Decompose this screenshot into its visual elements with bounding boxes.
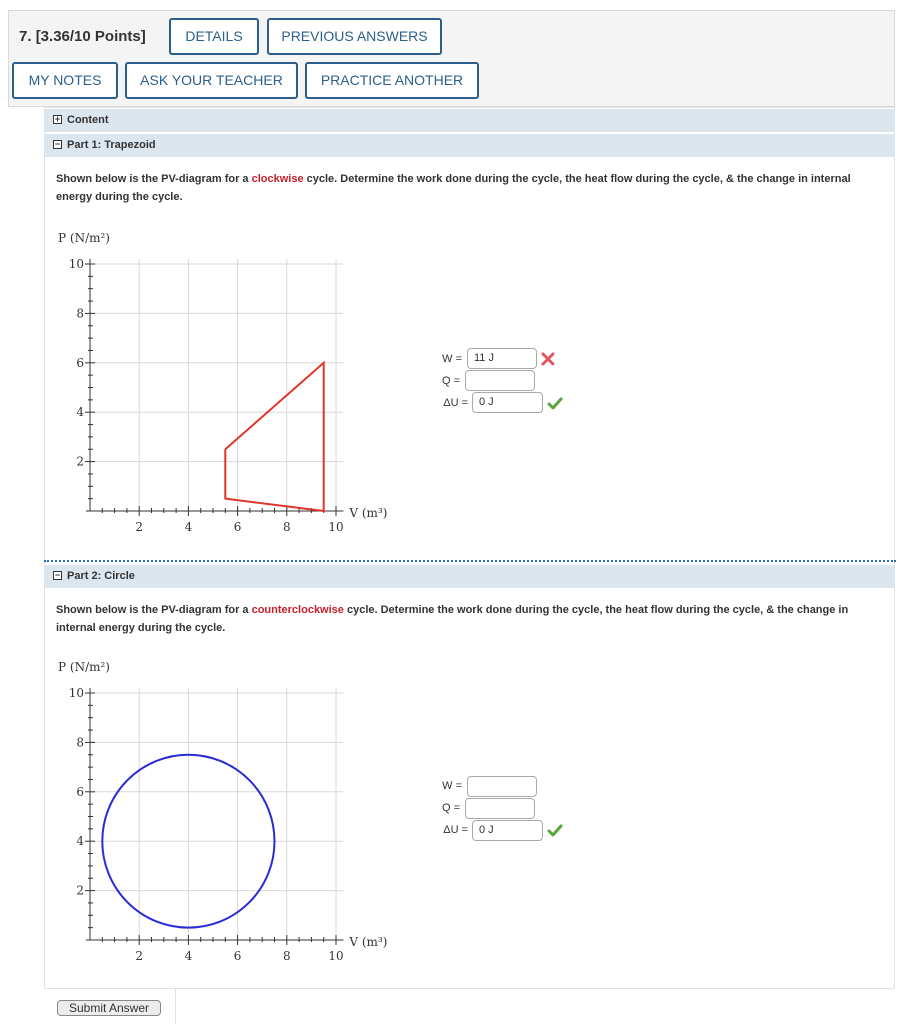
x-tick-label: 2 bbox=[135, 520, 144, 534]
practice-another-button[interactable]: PRACTICE ANOTHER bbox=[305, 62, 479, 99]
y-tick-label: 6 bbox=[76, 355, 84, 370]
submit-answer-button[interactable]: Submit Answer bbox=[57, 1000, 161, 1016]
question-number-points: 7. [3.36/10 Points] bbox=[19, 28, 146, 45]
ask-teacher-button[interactable]: ASK YOUR TEACHER bbox=[125, 62, 298, 99]
du-label: ΔU = bbox=[443, 824, 468, 836]
x-tick-label: 6 bbox=[233, 520, 242, 534]
incorrect-icon bbox=[541, 352, 555, 366]
w-input[interactable] bbox=[467, 776, 537, 797]
my-notes-button[interactable]: MY NOTES bbox=[12, 62, 118, 99]
part1-section-header[interactable]: − Part 1: Trapezoid bbox=[45, 134, 895, 157]
part1-prompt: Shown below is the PV-diagram for a clockwise cycle. Determine the work done during the cycle, the heat flow during the cycle, & the change in internal energy during the cycle. bbox=[56, 173, 851, 203]
x-axis-label: V (m³) bbox=[349, 935, 388, 949]
x-tick-label: 8 bbox=[282, 520, 291, 534]
collapse-icon[interactable]: − bbox=[54, 570, 61, 580]
expand-icon[interactable]: + bbox=[54, 114, 61, 124]
x-axis-label: V (m³) bbox=[349, 506, 388, 520]
cycle-path bbox=[225, 363, 323, 511]
y-tick-label: 4 bbox=[76, 405, 84, 420]
y-axis-label: P (N/m²) bbox=[58, 660, 110, 674]
x-tick-label: 2 bbox=[135, 949, 144, 963]
x-tick-label: 4 bbox=[184, 520, 193, 534]
collapse-icon[interactable]: − bbox=[54, 139, 61, 149]
previous-answers-button[interactable]: PREVIOUS ANSWERS bbox=[267, 18, 442, 55]
y-tick-label: 4 bbox=[76, 834, 84, 849]
x-tick-label: 6 bbox=[233, 949, 242, 963]
w-label: W = bbox=[442, 353, 462, 365]
du-input[interactable]: 0 J bbox=[472, 392, 543, 413]
q-input[interactable] bbox=[465, 798, 535, 819]
y-tick-label: 8 bbox=[76, 306, 84, 321]
y-tick-label: 8 bbox=[76, 735, 84, 750]
part2-pv-diagram bbox=[50, 651, 410, 971]
x-tick-label: 8 bbox=[282, 949, 291, 963]
correct-icon bbox=[547, 397, 563, 411]
y-tick-label: 10 bbox=[68, 686, 84, 700]
details-button[interactable]: DETAILS bbox=[169, 18, 259, 55]
du-input[interactable]: 0 J bbox=[472, 820, 543, 841]
w-input[interactable]: 11 J bbox=[467, 348, 537, 369]
correct-icon bbox=[547, 824, 563, 838]
w-label: W = bbox=[442, 780, 462, 792]
y-tick-label: 10 bbox=[68, 257, 84, 271]
y-tick-label: 6 bbox=[76, 784, 84, 799]
part1-pv-diagram bbox=[50, 222, 410, 542]
x-tick-label: 10 bbox=[328, 949, 344, 963]
y-tick-label: 2 bbox=[76, 454, 84, 469]
du-label: ΔU = bbox=[443, 397, 468, 409]
q-label: Q = bbox=[441, 375, 460, 387]
part2-prompt: Shown below is the PV-diagram for a counterclockwise cycle. Determine the work done during the cycle, the heat flow during the cycle, & the change in internal energy during the cycle. bbox=[56, 604, 849, 634]
part-separator bbox=[44, 560, 896, 562]
x-tick-label: 4 bbox=[184, 949, 193, 963]
q-input[interactable] bbox=[465, 370, 535, 391]
part2-section-header[interactable]: − Part 2: Circle bbox=[45, 565, 895, 588]
x-tick-label: 10 bbox=[328, 520, 344, 534]
content-section-header[interactable]: + Content bbox=[45, 109, 895, 132]
q-label: Q = bbox=[441, 802, 460, 814]
y-tick-label: 2 bbox=[76, 883, 84, 898]
y-axis-label: P (N/m²) bbox=[58, 231, 110, 245]
